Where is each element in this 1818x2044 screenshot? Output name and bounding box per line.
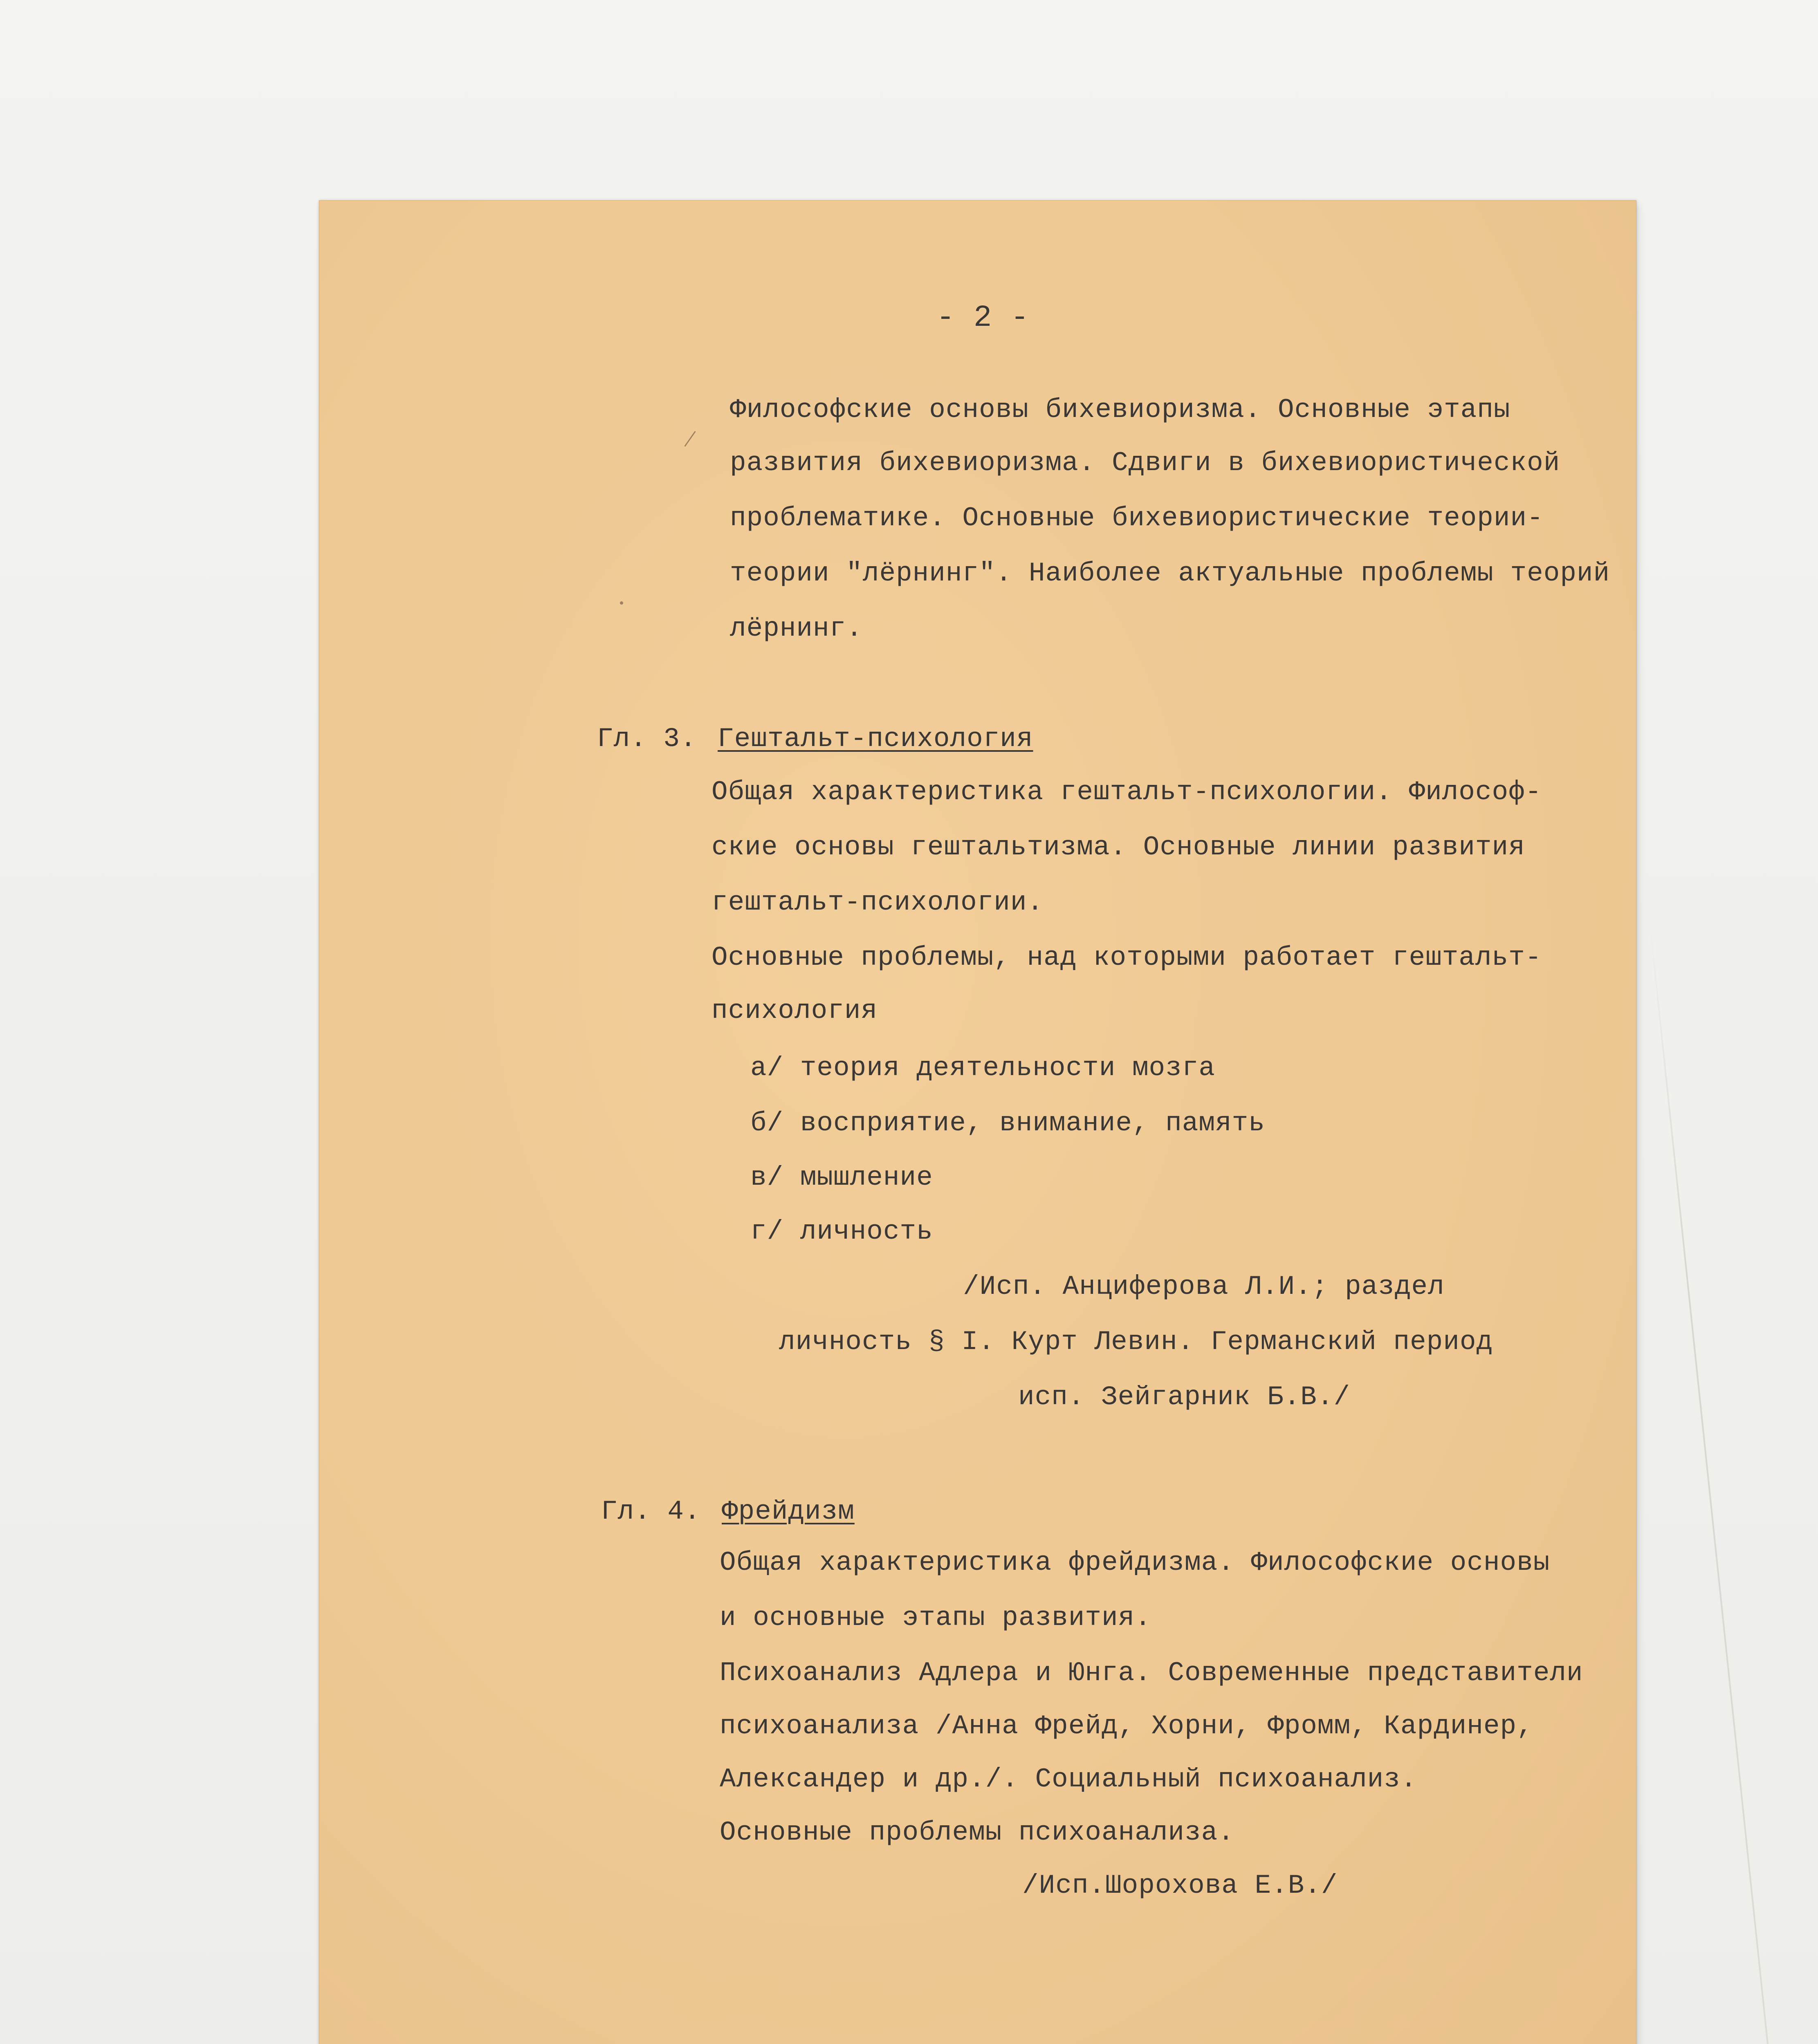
- pencil-tick-mark: [684, 431, 696, 447]
- chapter-3-line-1: Общая характеристика гештальт-психологии. Философ-: [711, 777, 1542, 807]
- chapter-3-executor-3: исп. Зейгарник Б.В./: [1018, 1382, 1351, 1412]
- chapter-4-executor: /Исп.Шорохова Е.В./: [1022, 1870, 1338, 1901]
- chapter-3-line-2: ские основы гештальтизма. Основные линии развития: [711, 832, 1525, 863]
- chapter-3-line-5: психология: [711, 995, 878, 1026]
- chapter-3-item-g: г/ личность: [750, 1216, 933, 1247]
- intro-line-5: лёрнинг.: [730, 613, 863, 644]
- chapter-3-item-b: б/ восприятие, внимание, память: [750, 1108, 1265, 1139]
- chapter-3-line-3: гештальт-психологии.: [711, 887, 1044, 918]
- intro-line-4: теории "лёрнинг". Наиболее актуальные проблемы теорий: [730, 558, 1610, 589]
- intro-line-1: Философские основы бихевиоризма. Основные этапы: [730, 394, 1511, 425]
- chapter-3-executor-1: /Исп. Анциферова Л.И.; раздел: [963, 1271, 1445, 1302]
- chapter-4-line-2: и основные этапы развития.: [720, 1602, 1151, 1633]
- intro-line-2: развития бихевиоризма. Сдвиги в бихевиористической: [730, 448, 1560, 478]
- chapter-3-item-v: в/ мышление: [750, 1162, 933, 1193]
- chapter-4-title: Фрейдизм: [722, 1496, 855, 1527]
- chapter-4-line-6: Основные проблемы психоанализа.: [720, 1817, 1234, 1848]
- chapter-4-label: Гл. 4.: [601, 1496, 701, 1527]
- chapter-4-line-1: Общая характеристика фрейдизма. Философские основы: [720, 1547, 1550, 1578]
- chapter-3-title: Гештальт-психология: [718, 724, 1033, 754]
- chapter-3-item-a: а/ теория деятельности мозга: [750, 1053, 1215, 1083]
- page-number: - 2 -: [936, 301, 1030, 335]
- chapter-4-line-5: Александер и др./. Социальный психоанализ.: [720, 1764, 1417, 1795]
- chapter-4-line-3: Психоанализ Адлера и Юнга. Современные представители: [720, 1658, 1583, 1688]
- intro-line-3: проблематике. Основные бихевиористические теории-: [730, 503, 1544, 533]
- chapter-3-executor-2: личность § I. Курт Левин. Германский период: [779, 1327, 1493, 1357]
- ink-dot: [620, 601, 623, 605]
- chapter-3-line-4: Основные проблемы, над которыми работает гештальт-: [711, 942, 1542, 973]
- chapter-3-label: Гл. 3.: [597, 724, 697, 754]
- chapter-4-line-4: психоанализа /Анна Фрейд, Хорни, Фромм, Кардинер,: [720, 1711, 1533, 1741]
